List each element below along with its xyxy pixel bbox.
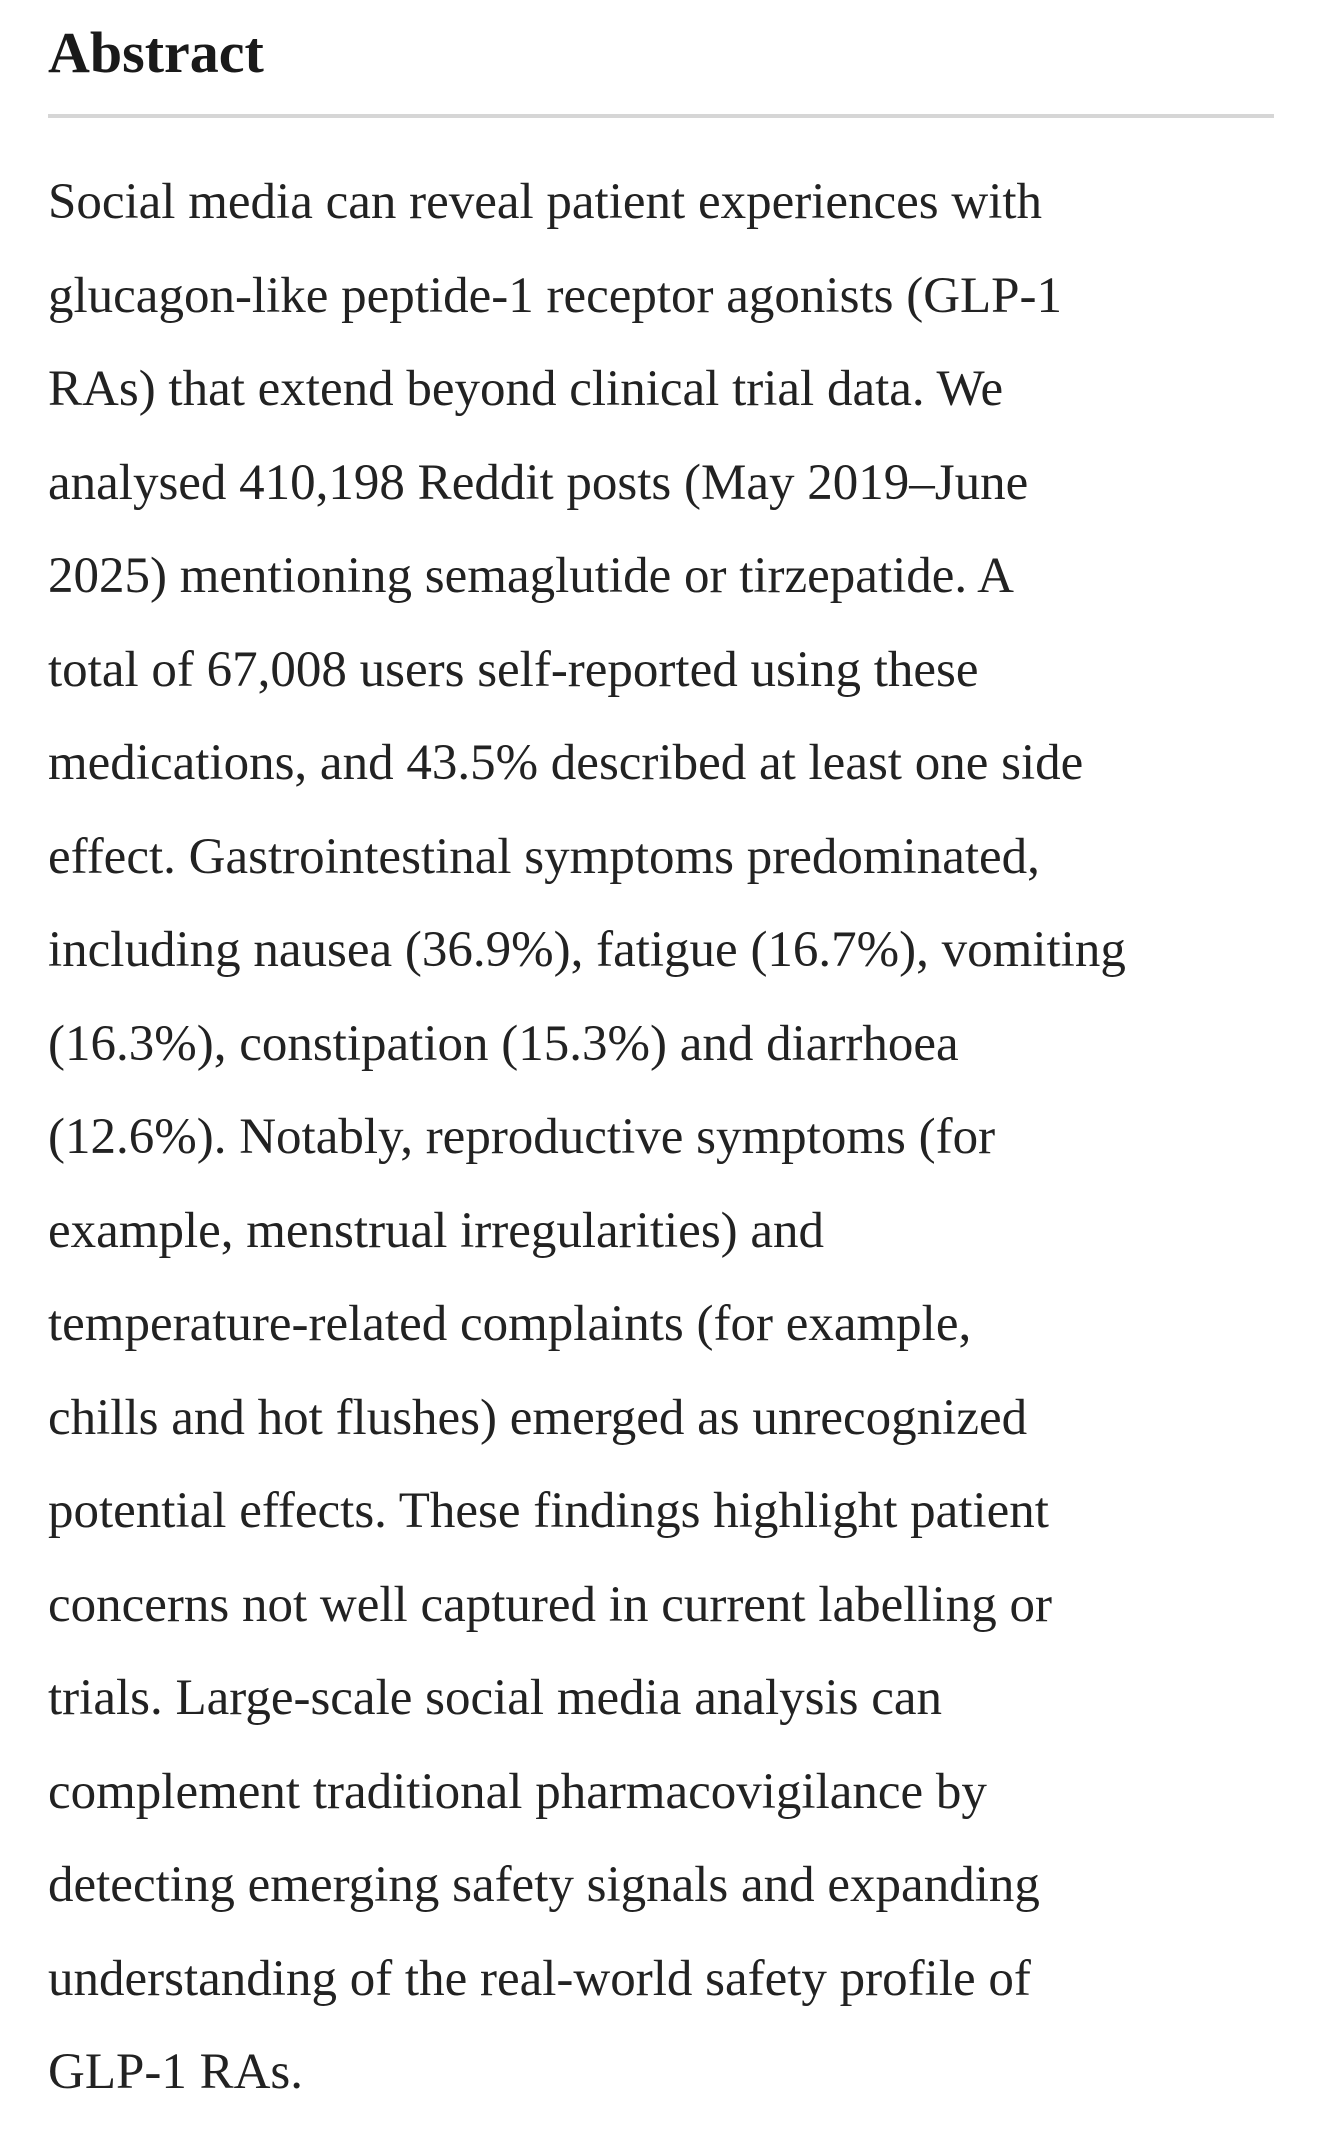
abstract-line: concerns not well captured in current labelling or — [48, 1576, 1053, 1633]
abstract-paragraph — [48, 118, 1274, 2120]
abstract-line: glucagon-like peptide-1 receptor agonists (GLP-1 — [48, 267, 1063, 324]
abstract-line: 2025) mentioning semaglutide or tirzepatide. A — [48, 548, 1014, 604]
abstract-line: Social media can reveal patient experiences with — [48, 174, 1043, 230]
abstract-section — [48, 0, 1274, 2120]
abstract-line: trials. Large-scale social media analysis can — [48, 1670, 943, 1726]
abstract-line: (12.6%). Notably, reproductive symptoms (for — [48, 1109, 996, 1165]
abstract-line: potential effects. These findings highlight patient — [48, 1483, 1049, 1539]
abstract-line: example, menstrual irregularities) and — [48, 1202, 825, 1259]
abstract-line: GLP-1 RAs. — [48, 2044, 304, 2100]
abstract-line: complement traditional pharmacovigilance by — [48, 1763, 987, 1820]
abstract-line: analysed 410,198 Reddit posts (May 2019–June — [48, 454, 1029, 511]
abstract-line: temperature-related complaints (for example, — [48, 1296, 972, 1352]
abstract-line: detecting emerging safety signals and expanding — [48, 1857, 1040, 1913]
abstract-line: understanding of the real-world safety profile of — [48, 1950, 1031, 2007]
abstract-line: (16.3%), constipation (15.3%) and diarrhoea — [48, 1015, 959, 1072]
section-heading: Abstract — [48, 20, 264, 85]
abstract-line: effect. Gastrointestinal symptoms predominated, — [48, 828, 1040, 885]
abstract-line: medications, and 43.5% described at least one side — [48, 735, 1084, 791]
abstract-line: total of 67,008 users self-reported using these — [48, 641, 979, 698]
abstract-line: chills and hot flushes) emerged as unrecognized — [48, 1389, 1028, 1446]
abstract-line: RAs) that extend beyond clinical trial data. We — [48, 361, 1004, 417]
abstract-line: including nausea (36.9%), fatigue (16.7%), vomiting — [48, 922, 1126, 978]
